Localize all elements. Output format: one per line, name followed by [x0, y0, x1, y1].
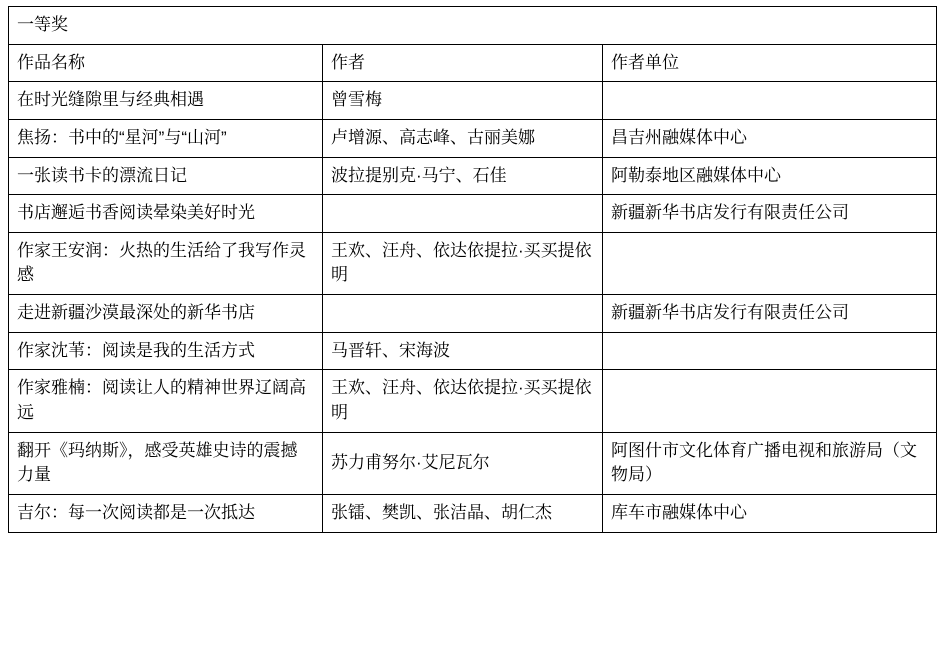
- table-title-row: [9, 7, 937, 45]
- cell-author: 王欢、汪舟、依达依提拉·买买提依明: [323, 232, 603, 294]
- cell-unit: [603, 232, 937, 294]
- cell-author: 苏力甫努尔·艾尼瓦尔: [323, 432, 603, 494]
- cell-unit: 阿图什市文化体育广播电视和旅游局（文物局）: [603, 432, 937, 494]
- column-header-unit: 作者单位: [603, 44, 937, 82]
- table-row: [9, 82, 937, 120]
- table-row: [9, 295, 937, 333]
- table-row: [9, 494, 937, 532]
- cell-unit: 新疆新华书店发行有限责任公司: [603, 195, 937, 233]
- table-row: [9, 332, 937, 370]
- cell-author: [323, 195, 603, 233]
- cell-work: 一张读书卡的漂流日记: [9, 157, 323, 195]
- cell-unit: [603, 370, 937, 432]
- award-table: [8, 6, 937, 533]
- cell-work: 作家王安润：火热的生活给了我写作灵感: [9, 232, 323, 294]
- cell-work: 作家雅楠：阅读让人的精神世界辽阔高远: [9, 370, 323, 432]
- table-row: [9, 157, 937, 195]
- cell-work: 在时光缝隙里与经典相遇: [9, 82, 323, 120]
- cell-work: 吉尔：每一次阅读都是一次抵达: [9, 494, 323, 532]
- cell-work: 翻开《玛纳斯》，感受英雄史诗的震撼力量: [9, 432, 323, 494]
- column-header-author: 作者: [323, 44, 603, 82]
- cell-author: 马晋轩、宋海波: [323, 332, 603, 370]
- table-row: [9, 370, 937, 432]
- cell-author: 卢增源、高志峰、古丽美娜: [323, 119, 603, 157]
- cell-unit: 阿勒泰地区融媒体中心: [603, 157, 937, 195]
- cell-unit: [603, 82, 937, 120]
- column-header-work: 作品名称: [9, 44, 323, 82]
- cell-unit: 新疆新华书店发行有限责任公司: [603, 295, 937, 333]
- cell-work: 书店邂逅书香阅读晕染美好时光: [9, 195, 323, 233]
- document-page: [0, 6, 944, 659]
- cell-work: 走进新疆沙漠最深处的新华书店: [9, 295, 323, 333]
- cell-unit: [603, 332, 937, 370]
- table-title: 一等奖: [9, 7, 937, 45]
- cell-author: 张镭、樊凯、张洁晶、胡仁杰: [323, 494, 603, 532]
- cell-author: 波拉提别克·马宁、石佳: [323, 157, 603, 195]
- cell-unit: 昌吉州融媒体中心: [603, 119, 937, 157]
- cell-author: 曾雪梅: [323, 82, 603, 120]
- table-row: [9, 232, 937, 294]
- table-row: [9, 432, 937, 494]
- cell-author: [323, 295, 603, 333]
- cell-work: 作家沈苇：阅读是我的生活方式: [9, 332, 323, 370]
- cell-unit: 库车市融媒体中心: [603, 494, 937, 532]
- table-row: [9, 195, 937, 233]
- cell-work: 焦扬：书中的“星河”与“山河”: [9, 119, 323, 157]
- table-row: [9, 119, 937, 157]
- table-header-row: [9, 44, 937, 82]
- cell-author: 王欢、汪舟、依达依提拉·买买提依明: [323, 370, 603, 432]
